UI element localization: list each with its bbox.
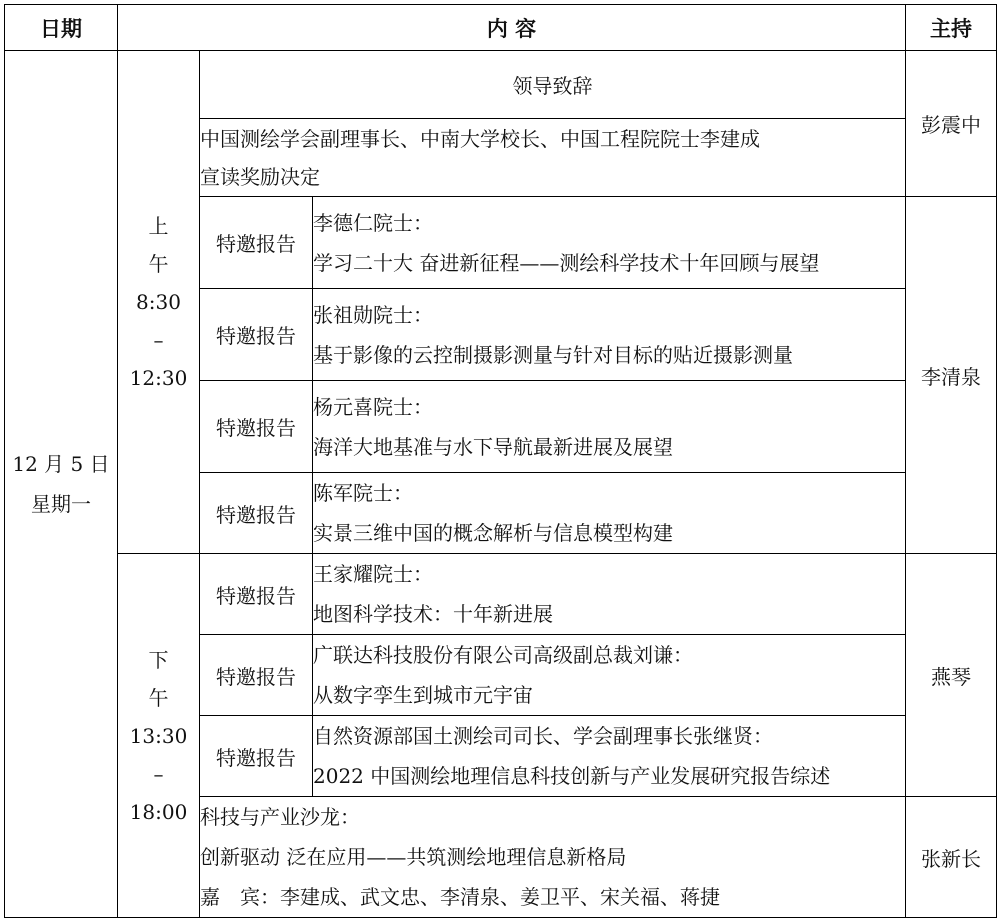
report-3-title: 海洋大地基准与水下导航最新进展及展望 (313, 434, 673, 459)
header-content: 内 容 (118, 5, 906, 51)
host-3: 燕琴 (906, 554, 997, 797)
salon-line2: 创新驱动 泛在应用——共筑测绘地理信息新格局 (200, 845, 627, 869)
report-2-speaker: 张祖勋院士： (313, 302, 433, 327)
report-5 (313, 554, 906, 635)
opening-award (200, 119, 906, 197)
salon (200, 797, 906, 918)
report-label-4: 特邀报告 (200, 473, 313, 554)
afternoon-dash: – (153, 761, 164, 786)
header-date: 日期 (5, 5, 118, 51)
report-label-6: 特邀报告 (200, 635, 313, 716)
afternoon-start: 13:30 (129, 723, 188, 748)
report-2-title: 基于影像的云控制摄影测量与针对目标的贴近摄影测量 (313, 342, 793, 367)
report-7 (313, 716, 906, 797)
morning-l1: 上 (148, 214, 169, 238)
morning-start: 8:30 (136, 290, 181, 314)
date-day: 12 月 5 日 (12, 452, 110, 476)
report-4-title: 实景三维中国的概念解析与信息模型构建 (313, 521, 673, 545)
afternoon-l2: 午 (148, 685, 169, 710)
opening-line1: 中国测绘学会副理事长、中南大学校长、中国工程院院士李建成 (200, 126, 760, 151)
report-label-1: 特邀报告 (200, 197, 313, 289)
report-label-5: 特邀报告 (200, 554, 313, 635)
date-cell (5, 51, 118, 918)
host-2: 李清泉 (906, 197, 997, 554)
schedule-table (4, 4, 997, 918)
date-weekday: 星期一 (31, 492, 91, 516)
report-5-title: 地图科学技术：十年新进展 (313, 602, 553, 626)
report-1-speaker: 李德仁院士： (313, 210, 433, 235)
report-1-title: 学习二十大 奋进新征程——测绘科学技术十年回顾与展望 (313, 250, 820, 275)
report-5-speaker: 王家耀院士： (313, 562, 433, 586)
morning-cell (118, 51, 200, 554)
afternoon-cell (118, 554, 200, 918)
header-host: 主持 (906, 5, 997, 51)
report-7-title: 2022 中国测绘地理信息科技创新与产业发展研究报告综述 (313, 764, 831, 788)
opening-speech: 领导致辞 (200, 51, 906, 119)
salon-line3: 嘉 宾：李建成、武文忠、李清泉、姜卫平、宋关福、蒋捷 (200, 885, 720, 909)
report-label-3: 特邀报告 (200, 381, 313, 473)
report-4-speaker: 陈军院士： (313, 481, 413, 505)
salon-line1: 科技与产业沙龙： (200, 805, 360, 829)
afternoon-end: 18:00 (129, 799, 188, 824)
report-7-speaker: 自然资源部国土测绘司司长、学会副理事长张继贤： (313, 724, 773, 748)
host-4: 张新长 (906, 797, 997, 918)
opening-line2: 宣读奖励决定 (200, 164, 320, 189)
report-label-2: 特邀报告 (200, 289, 313, 381)
report-6-speaker: 广联达科技股份有限公司高级副总裁刘谦： (313, 643, 693, 667)
report-label-7: 特邀报告 (200, 716, 313, 797)
afternoon-l1: 下 (148, 647, 169, 672)
report-6-title: 从数字孪生到城市元宇宙 (313, 683, 533, 707)
report-2 (313, 289, 906, 381)
report-3 (313, 381, 906, 473)
report-6 (313, 635, 906, 716)
morning-l2: 午 (148, 252, 169, 276)
report-3-speaker: 杨元喜院士： (313, 394, 433, 419)
report-4 (313, 473, 906, 554)
host-1: 彭震中 (906, 51, 997, 197)
morning-end: 12:30 (129, 366, 188, 390)
morning-dash: – (153, 328, 164, 352)
report-1 (313, 197, 906, 289)
